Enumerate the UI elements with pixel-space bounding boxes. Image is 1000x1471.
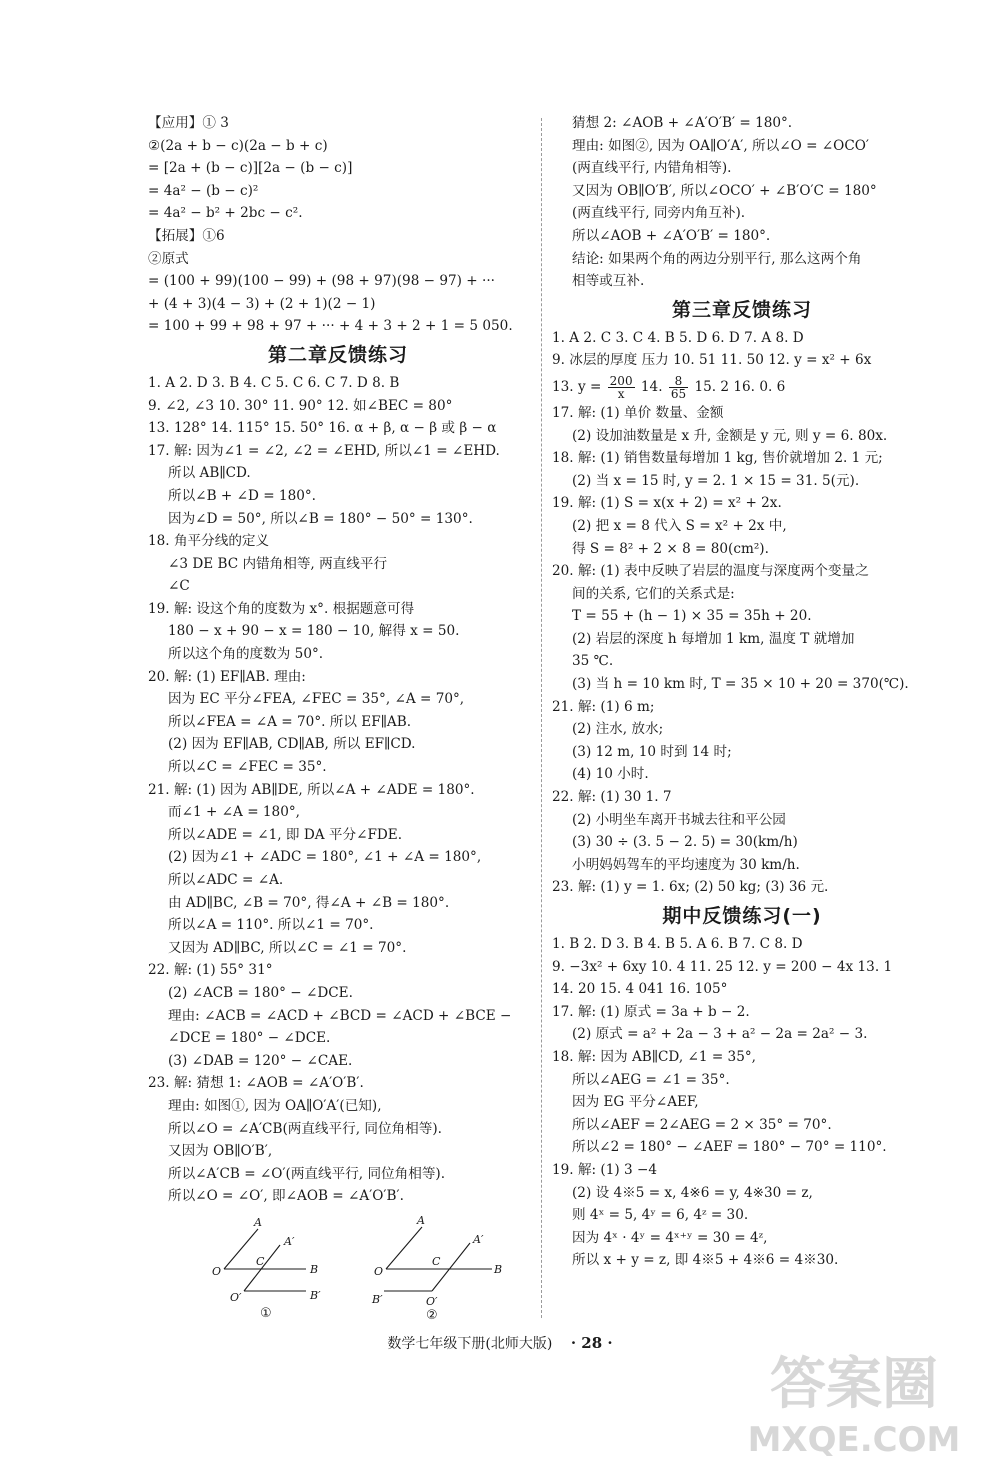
text-line: 【拓展】①6 [148,227,225,244]
column-divider [541,118,542,1318]
figure1-label: B′ [310,1289,321,1302]
answer-line: (3) 当 h = 10 km 时, T = 35 × 10 + 20 = 370(℃). [572,676,909,693]
figure2-label: O [374,1265,384,1278]
answer-line: 间的关系, 它们的关系式是: [572,585,735,602]
answer-line: 18. 角平分线的定义 [148,533,270,550]
answer-line: ∠C [168,578,190,595]
page-number: · 28 · [570,1334,613,1352]
answer-line: 180 − x + 90 − x = 180 − 10, 解得 x = 50. [168,623,460,640]
answer-line: 小明妈妈驾车的平均速度为 30 km/h. [572,856,800,873]
right-column [552,112,932,1272]
answer-line: 所以∠ADC = ∠A. [168,872,284,888]
figure1-label: O [212,1265,222,1278]
answer-line: ∠3 DE BC 内错角相等, 两直线平行 [168,555,388,572]
answer-line: 18. 解: 因为 AB∥CD, ∠1 = 35°, [552,1048,756,1065]
text-line: ②(2a + b − c)(2a − b + c) [148,137,328,154]
text-line: = 100 + 99 + 98 + 97 + ··· + 4 + 3 + 2 + 1 = 5 050. [148,318,513,335]
answer-line: 又因为 OB∥O′B′, [168,1143,273,1160]
text-line: 猜想 2: ∠AOB + ∠A′O′B′ = 180°. [572,115,793,131]
answer-line: (2) 小明坐车离开书城去往和平公园 [572,811,786,828]
answer-line: 因为 EC 平分∠FEA, ∠FEC = 35°, ∠A = 70°, [168,691,465,708]
answer-line: 所以 AB∥CD. [168,465,251,482]
answer-line: 所以∠A = 110°. 所以∠1 = 70°. [168,917,374,934]
answer-line: ∠DCE = 180° − ∠DCE. [168,1030,331,1047]
answer-line: 所以∠2 = 180° − ∠AEF = 180° − 70° = 110°. [572,1139,887,1156]
figure1-ray-oa [224,1229,258,1269]
figure1-label: A′ [284,1235,295,1248]
answer-line: 所以∠ADE = ∠1, 即 DA 平分∠FDE. [168,826,403,843]
fraction-denominator: x [617,386,625,401]
text-line: = [2a + (b − c)][2a − (b − c)] [148,160,353,177]
answer-line: 9. −3x² + 6xy 10. 4 11. 25 12. y = 200 − 4x 13. 1 [552,958,893,975]
answer-line: 17. 解: (1) 单价 数量、金额 [552,404,724,421]
figure2-label: B [494,1263,503,1276]
answer-line: 23. 解: 猜想 1: ∠AOB = ∠A′O′B′. [148,1075,364,1092]
fraction-line-mid: 14. [640,378,663,395]
figure2-label: A [417,1215,425,1227]
fraction-line-suffix: 15. 2 16. 0. 6 [694,378,786,395]
midterm-title: 期中反馈练习(一) [662,905,822,927]
answer-line: 所以∠FEA = ∠A = 70°. 所以 EF∥AB. [168,713,412,730]
answer-line: 19. 解: (1) 3 −4 [552,1161,658,1178]
figure2-label: C [432,1255,441,1268]
fraction-8-over-65 [669,375,688,400]
answer-line: 由 AD∥BC, ∠B = 70°, 得∠A + ∠B = 180°. [168,894,450,911]
answer-line: (3) ∠DAB = 120° − ∠CAE. [168,1052,353,1069]
text-line: 【应用】① 3 [148,115,229,131]
answer-line: 17. 解: 因为∠1 = ∠2, ∠2 = ∠EHD, 所以∠1 = ∠EHD. [148,442,500,459]
answer-line: (2) 注水, 放水; [572,721,664,738]
figure2-caption: ② [426,1308,438,1323]
answer-line: 20. 解: (1) EF∥AB. 理由: [148,668,306,685]
answer-line: 23. 解: (1) y = 1. 6x; (2) 50 kg; (3) 36 元. [552,879,829,896]
chapter2-title: 第二章反馈练习 [267,343,408,366]
geometry-figures [200,1215,520,1325]
answer-line: 因为∠D = 50°, 所以∠B = 180° − 50° = 130°. [168,510,473,527]
answer-line: 所以∠O = ∠O′, 即∠AOB = ∠A′O′B′. [168,1188,404,1205]
text-line: 理由: 如图②, 因为 OA∥O′A′, 所以∠O = ∠OCO′ [572,137,869,154]
answer-line: 19. 解: (1) S = x(x + 2) = x² + 2x. [552,495,782,512]
answer-line: (3) 30 ÷ (3. 5 − 2. 5) = 30(km/h) [572,834,798,851]
answer-line: 35 ℃. [572,653,614,670]
figure1-ray-o2a2 [244,1245,280,1291]
figure2-label: A′ [473,1233,484,1246]
text-line: + (4 + 3)(4 − 3) + (2 + 1)(2 − 1) [148,295,376,312]
answer-line: (3) 12 m, 10 时到 14 时; [572,743,732,760]
answer-line: 9. 冰层的厚度 压力 10. 51 11. 50 12. y = x² + 6x [552,352,872,369]
answer-line: (2) 因为∠1 + ∠ADC = 180°, ∠1 + ∠A = 180°, [168,849,482,866]
answer-line: 所以∠C = ∠FEC = 35°. [168,759,327,776]
answer-line: 1. B 2. D 3. B 4. B 5. A 6. B 7. C 8. D [552,936,803,952]
answer-line: 22. 解: (1) 30 1. 7 [552,789,672,806]
answer-line: 所以∠A′CB = ∠O′(两直线平行, 同位角相等). [168,1165,446,1182]
text-line: = 4a² − (b − c)² [148,182,259,199]
answer-line: 1. A 2. D 3. B 4. C 5. C 6. C 7. D 8. B [148,374,400,391]
text-line: (两直线平行, 同旁内角互补). [572,205,746,222]
fraction-numerator: 8 [669,375,688,388]
answer-line: (2) 设 4※5 = x, 4※6 = y, 4※30 = z, [572,1184,813,1201]
answer-line: 19. 解: 设这个角的度数为 x°. 根据题意可得 [148,600,415,617]
answer-line: 13. 128° 14. 115° 15. 50° 16. α + β, α − β 或 β − α [148,420,497,437]
text-line: = (100 + 99)(100 − 99) + (98 + 97)(98 − 97) + ··· [148,273,495,290]
watermark-logo [734,1333,974,1463]
answer-line: 所以∠AEF = 2∠AEG = 2 × 35° = 70°. [572,1116,832,1133]
answer-line: (2) 设加油数量是 x 升, 金额是 y 元, 则 y = 6. 80x. [572,427,888,444]
answer-line: 理由: ∠ACB = ∠ACD + ∠BCD = ∠ACD + ∠BCE − [168,1007,512,1024]
answer-line: 又因为 AD∥BC, 所以∠C = ∠1 = 70°. [168,939,407,956]
answer-line: 21. 解: (1) 6 m; [552,698,655,715]
watermark-url: MXQE.COM [747,1420,961,1460]
text-line: 结论: 如果两个角的两边分别平行, 那么这两个角 [572,250,862,267]
answer-line: 所以∠AEG = ∠1 = 35°. [572,1071,730,1088]
watermark-logo-text: 答案圈 [770,1352,938,1417]
answer-line: 所以 x + y = z, 即 4※5 + 4※6 = 4※30. [572,1252,839,1269]
answer-line: (2) 当 x = 15 时, y = 2. 1 × 15 = 31. 5(元). [572,472,860,489]
text-line: 所以∠AOB + ∠A′O′B′ = 180°. [572,227,771,244]
answer-line: 20. 解: (1) 表中反映了岩层的温度与深度两个变量之 [552,563,869,580]
text-line: 相等或互补. [572,273,645,290]
answer-line: (2) 把 x = 8 代入 S = x² + 2x 中, [572,517,787,534]
answer-line: 17. 解: (1) 原式 = 3a + b − 2. [552,1003,750,1020]
fraction-answer-line [552,372,932,402]
answer-line: (2) 原式 = a² + 2a − 3 + a² − 2a = 2a² − 3. [572,1026,868,1043]
fraction-200-over-x [608,375,635,400]
answer-line: 则 4ˣ = 5, 4ʸ = 6, 4ᶻ = 30. [572,1207,749,1224]
figure1-label: O′ [230,1291,242,1304]
text-line: 又因为 OB∥O′B′, 所以∠OCO′ + ∠B′O′C = 180° [572,182,877,199]
answer-line: (2) 因为 EF∥AB, CD∥AB, 所以 EF∥CD. [168,736,416,753]
footer-book-title: 数学七年级下册(北师大版) [387,1336,553,1352]
answer-line: 因为 EG 平分∠AEF, [572,1094,699,1111]
text-line: = 4a² − b² + 2bc − c². [148,205,303,222]
answer-line: 14. 20 15. 4 041 16. 105° [552,981,728,998]
text-line: (两直线平行, 内错角相等). [572,160,732,177]
figure2-label: B′ [372,1293,383,1306]
chapter3-title: 第三章反馈练习 [671,298,812,321]
fraction-numerator: 200 [609,373,633,388]
answer-line: 21. 解: (1) 因为 AB∥DE, 所以∠A + ∠ADE = 180°. [148,781,475,798]
answer-line: T = 55 + (h − 1) × 35 = 35h + 20. [572,608,812,625]
figure1-label: B [310,1263,319,1276]
answer-line: (4) 10 小时. [572,766,649,783]
answer-line: 所以这个角的度数为 50°. [168,646,324,663]
figure1-label: A [254,1216,262,1229]
fraction-denominator: 65 [670,386,687,401]
left-column [148,112,528,1208]
figure1-caption: ① [260,1306,272,1321]
answer-line: 18. 解: (1) 销售数量每增加 1 kg, 售价就增加 2. 1 元; [552,450,883,467]
answer-line: 得 S = 8² + 2 × 8 = 80(cm²). [572,540,769,557]
answer-line: 因为 4ˣ · 4ʸ = 4ˣ⁺ʸ = 30 = 4ᶻ, [572,1229,768,1246]
answer-line: 9. ∠2, ∠3 10. 30° 11. 90° 12. 如∠BEC = 80° [148,397,453,414]
answer-line: 而∠1 + ∠A = 180°, [168,804,300,821]
answer-line: 所以∠B + ∠D = 180°. [168,487,316,504]
figure1-label: C [256,1255,265,1268]
figure2-label: O′ [426,1295,438,1308]
fraction-line-prefix: 13. y = [552,378,602,395]
answer-line: 所以∠O = ∠A′CB(两直线平行, 同位角相等). [168,1120,442,1137]
answer-line: (2) ∠ACB = 180° − ∠DCE. [168,984,353,1001]
answer-line: (2) 岩层的深度 h 每增加 1 km, 温度 T 就增加 [572,630,855,647]
answer-line: 22. 解: (1) 55° 31° [148,962,273,979]
answer-line: 1. A 2. C 3. C 4. B 5. D 6. D 7. A 8. D [552,329,804,346]
text-line: ②原式 [148,250,189,267]
answer-line: 理由: 如图①, 因为 OA∥O′A′(已知), [168,1097,382,1114]
figure2-ray-oa [386,1227,422,1269]
